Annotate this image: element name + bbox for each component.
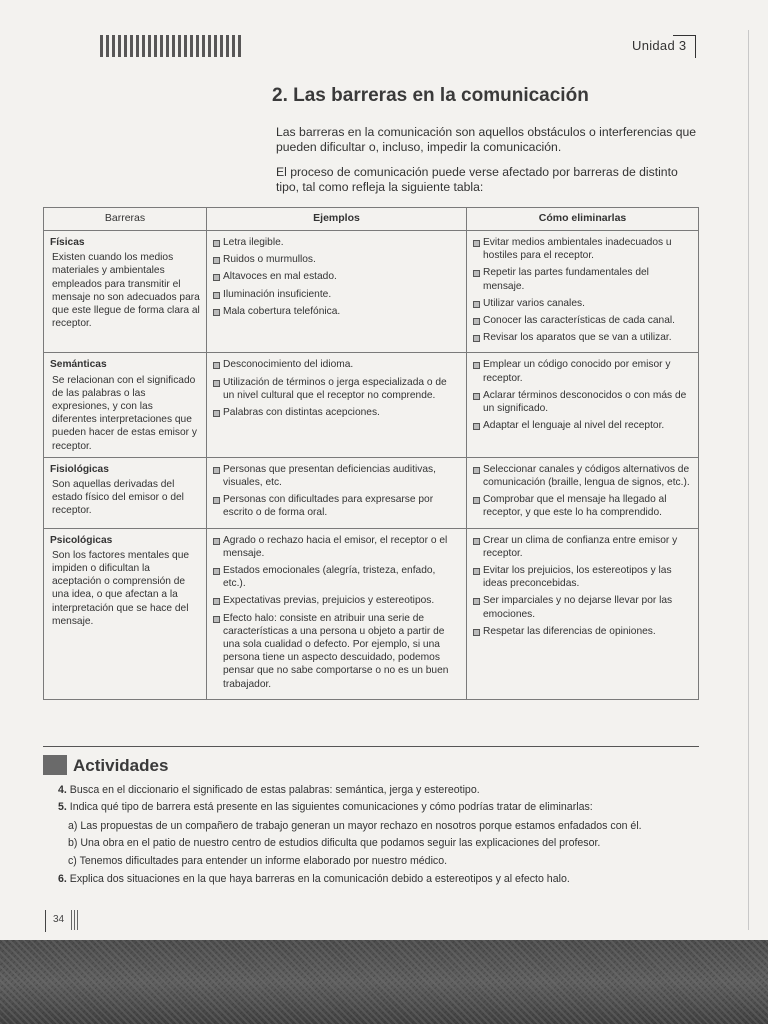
example-item: Utilización de términos o jerga especializada o de un nivel cultural que el receptor no comprende. bbox=[213, 376, 460, 402]
remedy-item: Evitar medios ambientales inadecuados u hostiles para el receptor. bbox=[473, 236, 692, 262]
examples-cell-list bbox=[213, 463, 460, 520]
remedies-cell bbox=[467, 457, 699, 528]
barrier-cell bbox=[44, 353, 207, 457]
remedy-item: Repetir las partes fundamentales del mensaje. bbox=[473, 266, 692, 292]
barrier-name: Físicas bbox=[50, 237, 85, 248]
activity-5c: c) Tenemos dificultades para entender un informe elaborado por nuestro médico. bbox=[68, 855, 448, 867]
unit-box bbox=[673, 35, 696, 58]
activity-5b: b) Una obra en el patio de nuestro centro de estudios dificulta que podamos seguir las explicaciones del profesor. bbox=[68, 837, 601, 849]
remedies-cell bbox=[467, 231, 699, 353]
example-item: Efecto halo: consiste en atribuir una serie de características a una persona u objeto a partir de una sola cualidad o defecto. Por ejemplo, si una persona tiene un aspecto descuidado, podemos pensar que no sabe comportarse o no es un buen trabajador. bbox=[213, 612, 460, 691]
activity-6: 6. Explica dos situaciones en la que haya barreras en la comunicación debido a estereotipos y al efecto halo. bbox=[58, 873, 570, 885]
remedies-cell-list bbox=[473, 463, 692, 520]
activity-4: 4. Busca en el diccionario el significado de estas palabras: semántica, jerga y estereotipo. bbox=[58, 784, 480, 796]
activity-5: 5. Indica qué tipo de barrera está presente en las siguientes comunicaciones y cómo podrías tratar de eliminarlas: bbox=[58, 801, 593, 813]
example-item: Desconocimiento del idioma. bbox=[213, 358, 460, 371]
remedies-cell-list bbox=[473, 358, 692, 432]
examples-cell-list bbox=[213, 236, 460, 318]
barrier-description: Se relacionan con el significado de las palabras o las expresiones, y con las diferentes interpretaciones que pueden hacer de estas emisor y receptor. bbox=[52, 374, 197, 452]
barrier-name: Fisiológicas bbox=[50, 463, 109, 475]
examples-cell-list bbox=[213, 358, 460, 419]
barrier-name: Psicológicas bbox=[50, 534, 113, 546]
table-row bbox=[44, 457, 699, 528]
remedies-cell-list bbox=[473, 236, 692, 344]
example-item: Personas que presentan deficiencias auditivas, visuales, etc. bbox=[213, 463, 460, 489]
remedy-item: Seleccionar canales y códigos alternativos de comunicación (braille, lengua de signos, etc.). bbox=[473, 463, 692, 489]
remedy-item: Adaptar el lenguaje al nivel del receptor. bbox=[473, 419, 692, 432]
example-item: Palabras con distintas acepciones. bbox=[213, 406, 460, 419]
barrier-cell bbox=[44, 231, 207, 353]
barrier-name: Semánticas bbox=[50, 359, 107, 371]
example-item: Altavoces en mal estado. bbox=[213, 270, 460, 283]
table-row bbox=[44, 528, 699, 699]
activities-square-icon bbox=[43, 755, 67, 775]
barrier-cell bbox=[44, 457, 207, 528]
page-edge-rule bbox=[748, 30, 749, 930]
example-item: Ruidos o murmullos. bbox=[213, 253, 460, 266]
example-item: Personas con dificultades para expresarse por escrito o de forma oral. bbox=[213, 493, 460, 519]
page-number-rule bbox=[45, 910, 46, 932]
table-row bbox=[44, 353, 699, 457]
remedy-item: Evitar los prejuicios, los estereotipos y las ideas preconcebidas. bbox=[473, 564, 692, 590]
intro-paragraph-1: Las barreras en la comunicación son aquellos obstáculos o interferencias que pueden dificultar o, incluso, impedir la comunicación. bbox=[276, 125, 697, 154]
remedy-item: Crear un clima de confianza entre emisor y receptor. bbox=[473, 534, 692, 560]
page-number: 34 bbox=[53, 914, 65, 925]
table-header-row bbox=[44, 208, 699, 231]
example-item: Estados emocionales (alegría, tristeza, enfado, etc.). bbox=[213, 564, 460, 590]
header-remedies: Cómo eliminarlas bbox=[467, 208, 699, 231]
remedy-item: Ser imparciales y no dejarse llevar por las emociones. bbox=[473, 594, 692, 620]
remedies-cell-list bbox=[473, 534, 692, 638]
intro-paragraph-2: El proceso de comunicación puede verse afectado por barreras de distinto tipo, tal como refleja la siguiente tabla: bbox=[276, 165, 678, 194]
unit-label: Unidad 3 bbox=[632, 38, 687, 53]
barrier-description: Son los factores mentales que impiden o dificultan la aceptación o comprensión de una idea, o que afectan a la interpretación que se hace del mensaje. bbox=[52, 549, 190, 627]
remedy-item: Conocer las características de cada canal. bbox=[473, 314, 692, 327]
example-item: Mala cobertura telefónica. bbox=[213, 305, 460, 318]
examples-cell bbox=[207, 457, 467, 528]
remedies-cell bbox=[467, 528, 699, 699]
scan-noise bbox=[0, 940, 768, 1024]
barrier-cell bbox=[44, 528, 207, 699]
example-item: Letra ilegible. bbox=[213, 236, 460, 249]
remedies-cell bbox=[467, 353, 699, 457]
remedy-item: Aclarar términos desconocidos o con más de un significado. bbox=[473, 389, 692, 415]
remedy-item: Respetar las diferencias de opiniones. bbox=[473, 625, 692, 638]
barrier-description: Existen cuando los medios materiales y ambientales empleados para transmitir el mensaje no son adecuados para que este llegue de forma clara al receptor. bbox=[52, 252, 200, 330]
page-mark bbox=[71, 910, 78, 930]
header-decoration bbox=[100, 35, 242, 57]
header-barriers: Barreras bbox=[44, 208, 207, 231]
example-item: Iluminación insuficiente. bbox=[213, 288, 460, 301]
remedy-item: Revisar los aparatos que se van a utilizar. bbox=[473, 331, 692, 344]
table-body bbox=[44, 231, 699, 700]
unit-number: 3 bbox=[678, 38, 687, 53]
examples-cell bbox=[207, 353, 467, 457]
examples-cell bbox=[207, 528, 467, 699]
barriers-table bbox=[43, 207, 699, 700]
examples-cell bbox=[207, 231, 467, 353]
examples-cell-list bbox=[213, 534, 460, 691]
remedy-item: Comprobar que el mensaje ha llegado al receptor, y que este lo ha comprendido. bbox=[473, 493, 692, 519]
activity-5a: a) Las propuestas de un compañero de trabajo generan un mayor rechazo en nosotros porque estamos enfadados con él. bbox=[68, 820, 642, 832]
barrier-description: Son aquellas derivadas del estado físico del emisor o del receptor. bbox=[52, 479, 184, 517]
example-item: Expectativas previas, prejuicios y estereotipos. bbox=[213, 594, 460, 607]
activities-rule bbox=[43, 746, 699, 747]
section-title: 2. Las barreras en la comunicación bbox=[272, 85, 589, 106]
remedy-item: Emplear un código conocido por emisor y receptor. bbox=[473, 358, 692, 384]
activities-title: Actividades bbox=[73, 756, 169, 775]
header-examples: Ejemplos bbox=[207, 208, 467, 231]
example-item: Agrado o rechazo hacia el emisor, el receptor o el mensaje. bbox=[213, 534, 460, 560]
remedy-item: Utilizar varios canales. bbox=[473, 297, 692, 310]
table-row bbox=[44, 231, 699, 353]
